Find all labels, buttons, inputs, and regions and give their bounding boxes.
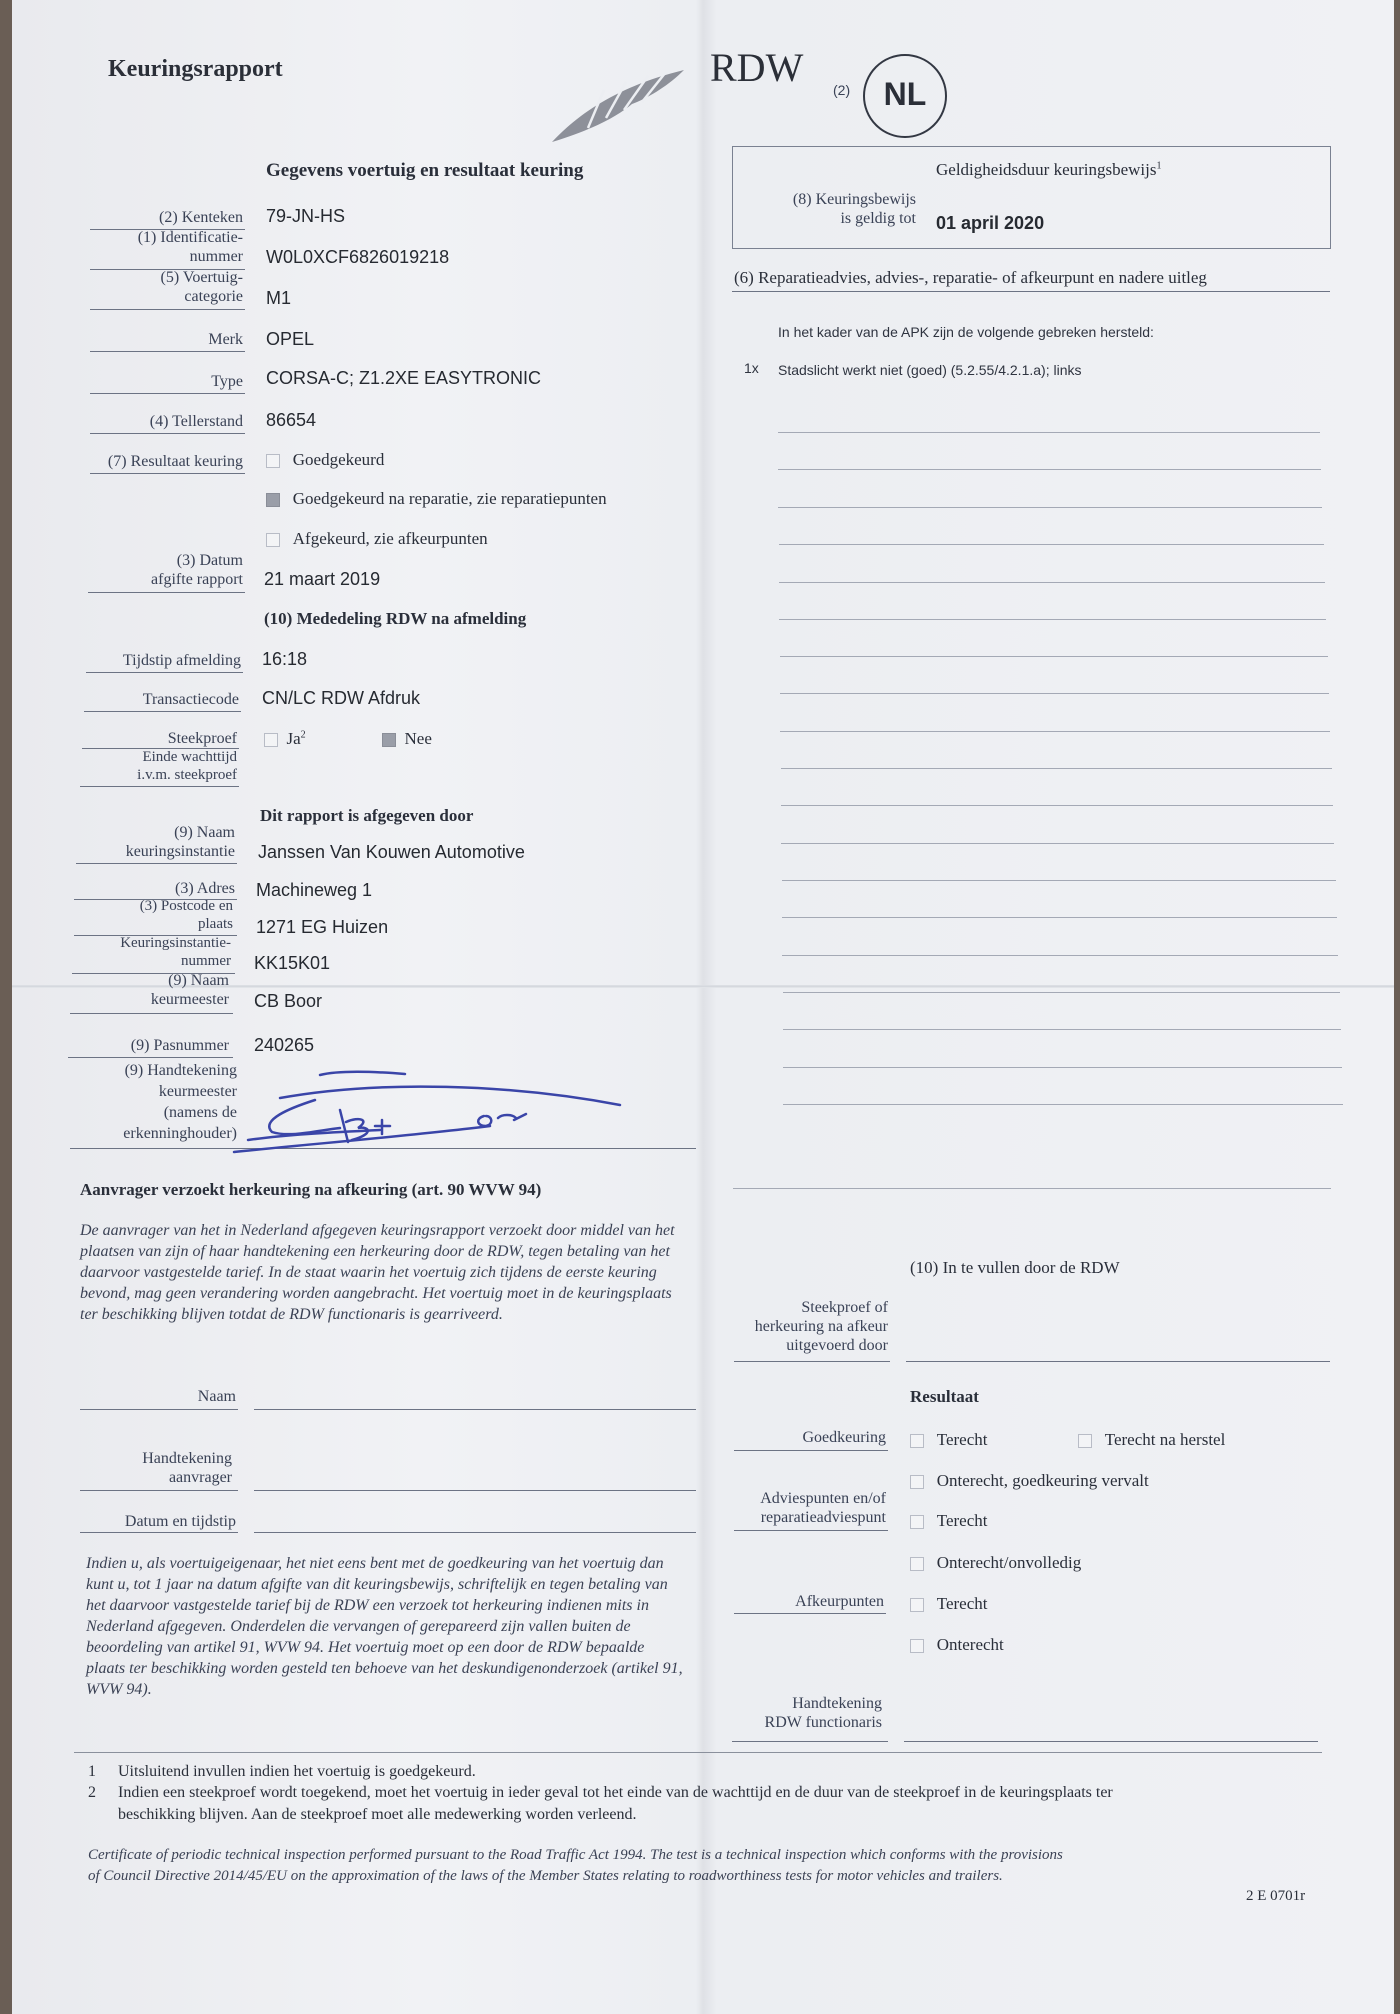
footnote-2-text-b: beschikking blijven. Aan de steekproef moet alle medewerking worden verleend. [118, 1806, 637, 1823]
adres-value: Machineweg 1 [256, 880, 373, 900]
instantienummer-label: Keuringsinstantie- nummer [120, 935, 231, 969]
goedkeuring-onterecht-vervalt: Onterecht, goedkeuring vervalt [910, 1471, 1149, 1491]
ident-label: (1) Identificatie- nummer [137, 229, 243, 265]
aanvrager-handtekening-label: Handtekening aanvrager [142, 1450, 232, 1486]
reinspection-heading: Aanvrager verzoekt herkeuring na afkeuring (art. 90 WVW 94) [80, 1180, 542, 1199]
transactiecode-value: CN/LC RDW Afdruk [262, 688, 421, 708]
keurmeester-naam-label: (9) Naam keurmeester [150, 972, 229, 1008]
rdw-superscript: (2) [833, 82, 851, 98]
instantienummer-value: KK15K01 [254, 953, 331, 973]
owner-note: Indien u, als voertuigeigenaar, het niet eens bent met de goedkeuring van het voertuig dan kunt u, tot 1 jaar na datum afgifte van dit keuringsbewijs, schriftelijk en tegen betaling van het daarvoor vastgestelde tarief bij de RDW een verzoek tot herkeuring indienen mits in Nederland afgegeven. Onderdelen die vervangen of gerepareerd zijn vallen buiten de beoordeling van artikel 91, WVW 94. Het voertuig moet op een door de RDW bepaalde plaats ter beschikking worden gesteld ten behoeve van het deskundigenonderzoek (artikel 91, WVW 94). [86, 1555, 683, 1698]
reinspection-body: De aanvrager van het in Nederland afgegeven keuringsrapport verzoekt door middel van het plaatsen van zijn of haar handtekening een herkeuring door de RDW, tegen betaling van het daarvoor vastgestelde tarief. In de staat waarin het voertuig zich tijdens de eerste keuring bevond, mag geen verandering worden aangebracht. Het voertuig moet in de keuringsplaats ter beschikking blijven totdat de RDW functionaris is gearriveerd. [80, 1222, 675, 1323]
goedkeuring-terecht: Terecht [910, 1430, 987, 1450]
result-option-goedgekeurd-na-reparatie: Goedgekeurd na reparatie, zie reparatiepunten [266, 489, 607, 509]
checkbox-afkeur-terecht [910, 1598, 924, 1612]
checkbox-ja [264, 733, 278, 747]
country-code: NL [883, 76, 927, 112]
advies-terecht: Terecht [910, 1511, 987, 1531]
ident-value: W0L0XCF6826019218 [266, 247, 450, 267]
keurmeester-signature [230, 1060, 630, 1156]
checkbox-goedgekeurd-na-reparatie [266, 493, 280, 507]
footnote-1-text: Uitsluitend invullen indien het voertuig is goedgekeurd. [118, 1763, 476, 1780]
rdw-fill-heading: (10) In te vullen door de RDW [910, 1258, 1120, 1277]
certificate-text-b: of Council Directive 2014/45/EU on the approximation of the laws of the Member States relating to roadworthiness tests for motor vehicles and trailers. [88, 1868, 1003, 1884]
keuringsinstantie-naam-value: Janssen Van Kouwen Automotive [258, 842, 525, 862]
checkbox-goedgekeurd [266, 454, 280, 468]
document-title: Keuringsrapport [108, 56, 283, 82]
validity-title: Geldigheidsduur keuringsbewijs$^1$ [936, 160, 1162, 179]
checkbox-goed-terecht [910, 1434, 924, 1448]
kenteken-value: 79-JN-HS [266, 206, 346, 226]
checkbox-afgekeurd [266, 533, 280, 547]
footnote-2-text-a: Indien een steekproef wordt toegekend, moet het voertuig in ieder geval tot het einde van de wachttijd en de duur van de steekproef in de keuringsplaats ter [118, 1784, 1113, 1801]
handtekening-keurmeester-label: (9) Handtekening keurmeester (namens de erkenninghouder) [123, 1062, 237, 1142]
checkbox-advies-onterecht [910, 1557, 924, 1571]
category-value: M1 [266, 288, 292, 308]
type-label: Type [211, 373, 243, 390]
pasnummer-label: (9) Pasnummer [130, 1037, 229, 1054]
datum-tijdstip-label: Datum en tijdstip [124, 1513, 236, 1530]
postcode-label: (3) Postcode en plaats [139, 898, 233, 932]
repair-heading: (6) Reparatieadvies, advies-, reparatie- of afkeurpunt en nadere uitleg [734, 268, 1207, 287]
afkeurpunten-label: Afkeurpunten [795, 1593, 884, 1610]
pasnummer-value: 240265 [254, 1035, 315, 1055]
datum-afgifte-value: 21 maart 2019 [264, 569, 381, 589]
footnote-1-number: 1 [88, 1763, 96, 1780]
resultaat-label: (7) Resultaat keuring [107, 453, 243, 470]
category-label: (5) Voertuig- categorie [160, 269, 243, 305]
repair-intro: In het kader van de APK zijn de volgende gebreken hersteld: [778, 324, 1154, 340]
validity-date: 01 april 2020 [936, 213, 1045, 233]
aanvrager-naam-label: Naam [197, 1388, 236, 1405]
transactiecode-label: Transactiecode [142, 691, 239, 708]
tijdstip-label: Tijdstip afmelding [122, 652, 241, 669]
keurmeester-naam-value: CB Boor [254, 991, 323, 1011]
merk-value: OPEL [266, 329, 315, 349]
kenteken-label: (2) Kenteken [159, 209, 243, 226]
einde-wachttijd-label: Einde wachttijd i.v.m. steekproef [137, 749, 237, 783]
checkbox-afkeur-onterecht [910, 1639, 924, 1653]
adviespunten-label: Adviespunten en/of reparatieadviespunt [760, 1490, 886, 1526]
result-option-goedgekeurd: Goedgekeurd [266, 450, 384, 470]
teller-value: 86654 [266, 410, 317, 430]
keuringsinstantie-naam-label: (9) Naam keuringsinstantie [125, 824, 235, 860]
form-code: 2 E 0701r [1246, 1888, 1306, 1904]
checkbox-goed-terecht-herstel [1078, 1434, 1092, 1448]
tijdstip-value: 16:18 [262, 649, 308, 669]
checkbox-nee [382, 733, 396, 747]
rdw-notice-heading: (10) Mededeling RDW na afmelding [264, 609, 527, 628]
rdw-wordmark: RDW [710, 45, 804, 90]
rdw-logo-icon [548, 64, 690, 146]
validity-label: (8) Keuringsbewijs is geldig tot [792, 191, 916, 227]
footnote-2-number: 2 [88, 1784, 96, 1801]
vehicle-section-heading: Gegevens voertuig en resultaat keuring [266, 160, 584, 181]
steekproef-label: Steekproef [167, 730, 237, 747]
country-badge [863, 54, 947, 138]
repair-item-text: Stadslicht werkt niet (goed) (5.2.55/4.2.1.a); links [778, 362, 1082, 378]
checkbox-advies-terecht [910, 1515, 924, 1529]
adres-label: (3) Adres [175, 880, 235, 897]
steekproef-ja: Ja$^2$ [264, 729, 306, 749]
afkeur-terecht: Terecht [910, 1594, 987, 1614]
teller-label: (4) Tellerstand [149, 413, 243, 430]
merk-label: Merk [208, 331, 243, 348]
advies-onterecht-onvolledig: Onterecht/onvolledig [910, 1553, 1081, 1573]
afkeur-onterecht: Onterecht [910, 1635, 1004, 1655]
steekproef-nee: Nee [382, 729, 432, 749]
goedkeuring-label: Goedkeuring [802, 1429, 886, 1446]
certificate-text-a: Certificate of periodic technical inspection performed pursuant to the Road Traffic Act 1994. The test is a technical inspection which conforms with the provisions [88, 1847, 1063, 1863]
resultaat-heading: Resultaat [910, 1387, 979, 1406]
steekproef-uitgevoerd-label: Steekproef of herkeuring na afkeur uitgevoerd door [754, 1299, 888, 1354]
type-value: CORSA-C; Z1.2XE EASYTRONIC [266, 368, 542, 388]
postcode-value: 1271 EG Huizen [256, 917, 389, 937]
issuer-heading: Dit rapport is afgegeven door [260, 806, 474, 825]
goedkeuring-terecht-na-herstel: Terecht na herstel [1078, 1430, 1225, 1450]
repair-item-qty: 1x [744, 360, 759, 376]
result-option-afgekeurd: Afgekeurd, zie afkeurpunten [266, 529, 488, 549]
checkbox-goed-onterecht [910, 1475, 924, 1489]
rdw-handtekening-label: Handtekening RDW functionaris [764, 1695, 882, 1731]
datum-afgifte-label: (3) Datum afgifte rapport [151, 552, 243, 588]
